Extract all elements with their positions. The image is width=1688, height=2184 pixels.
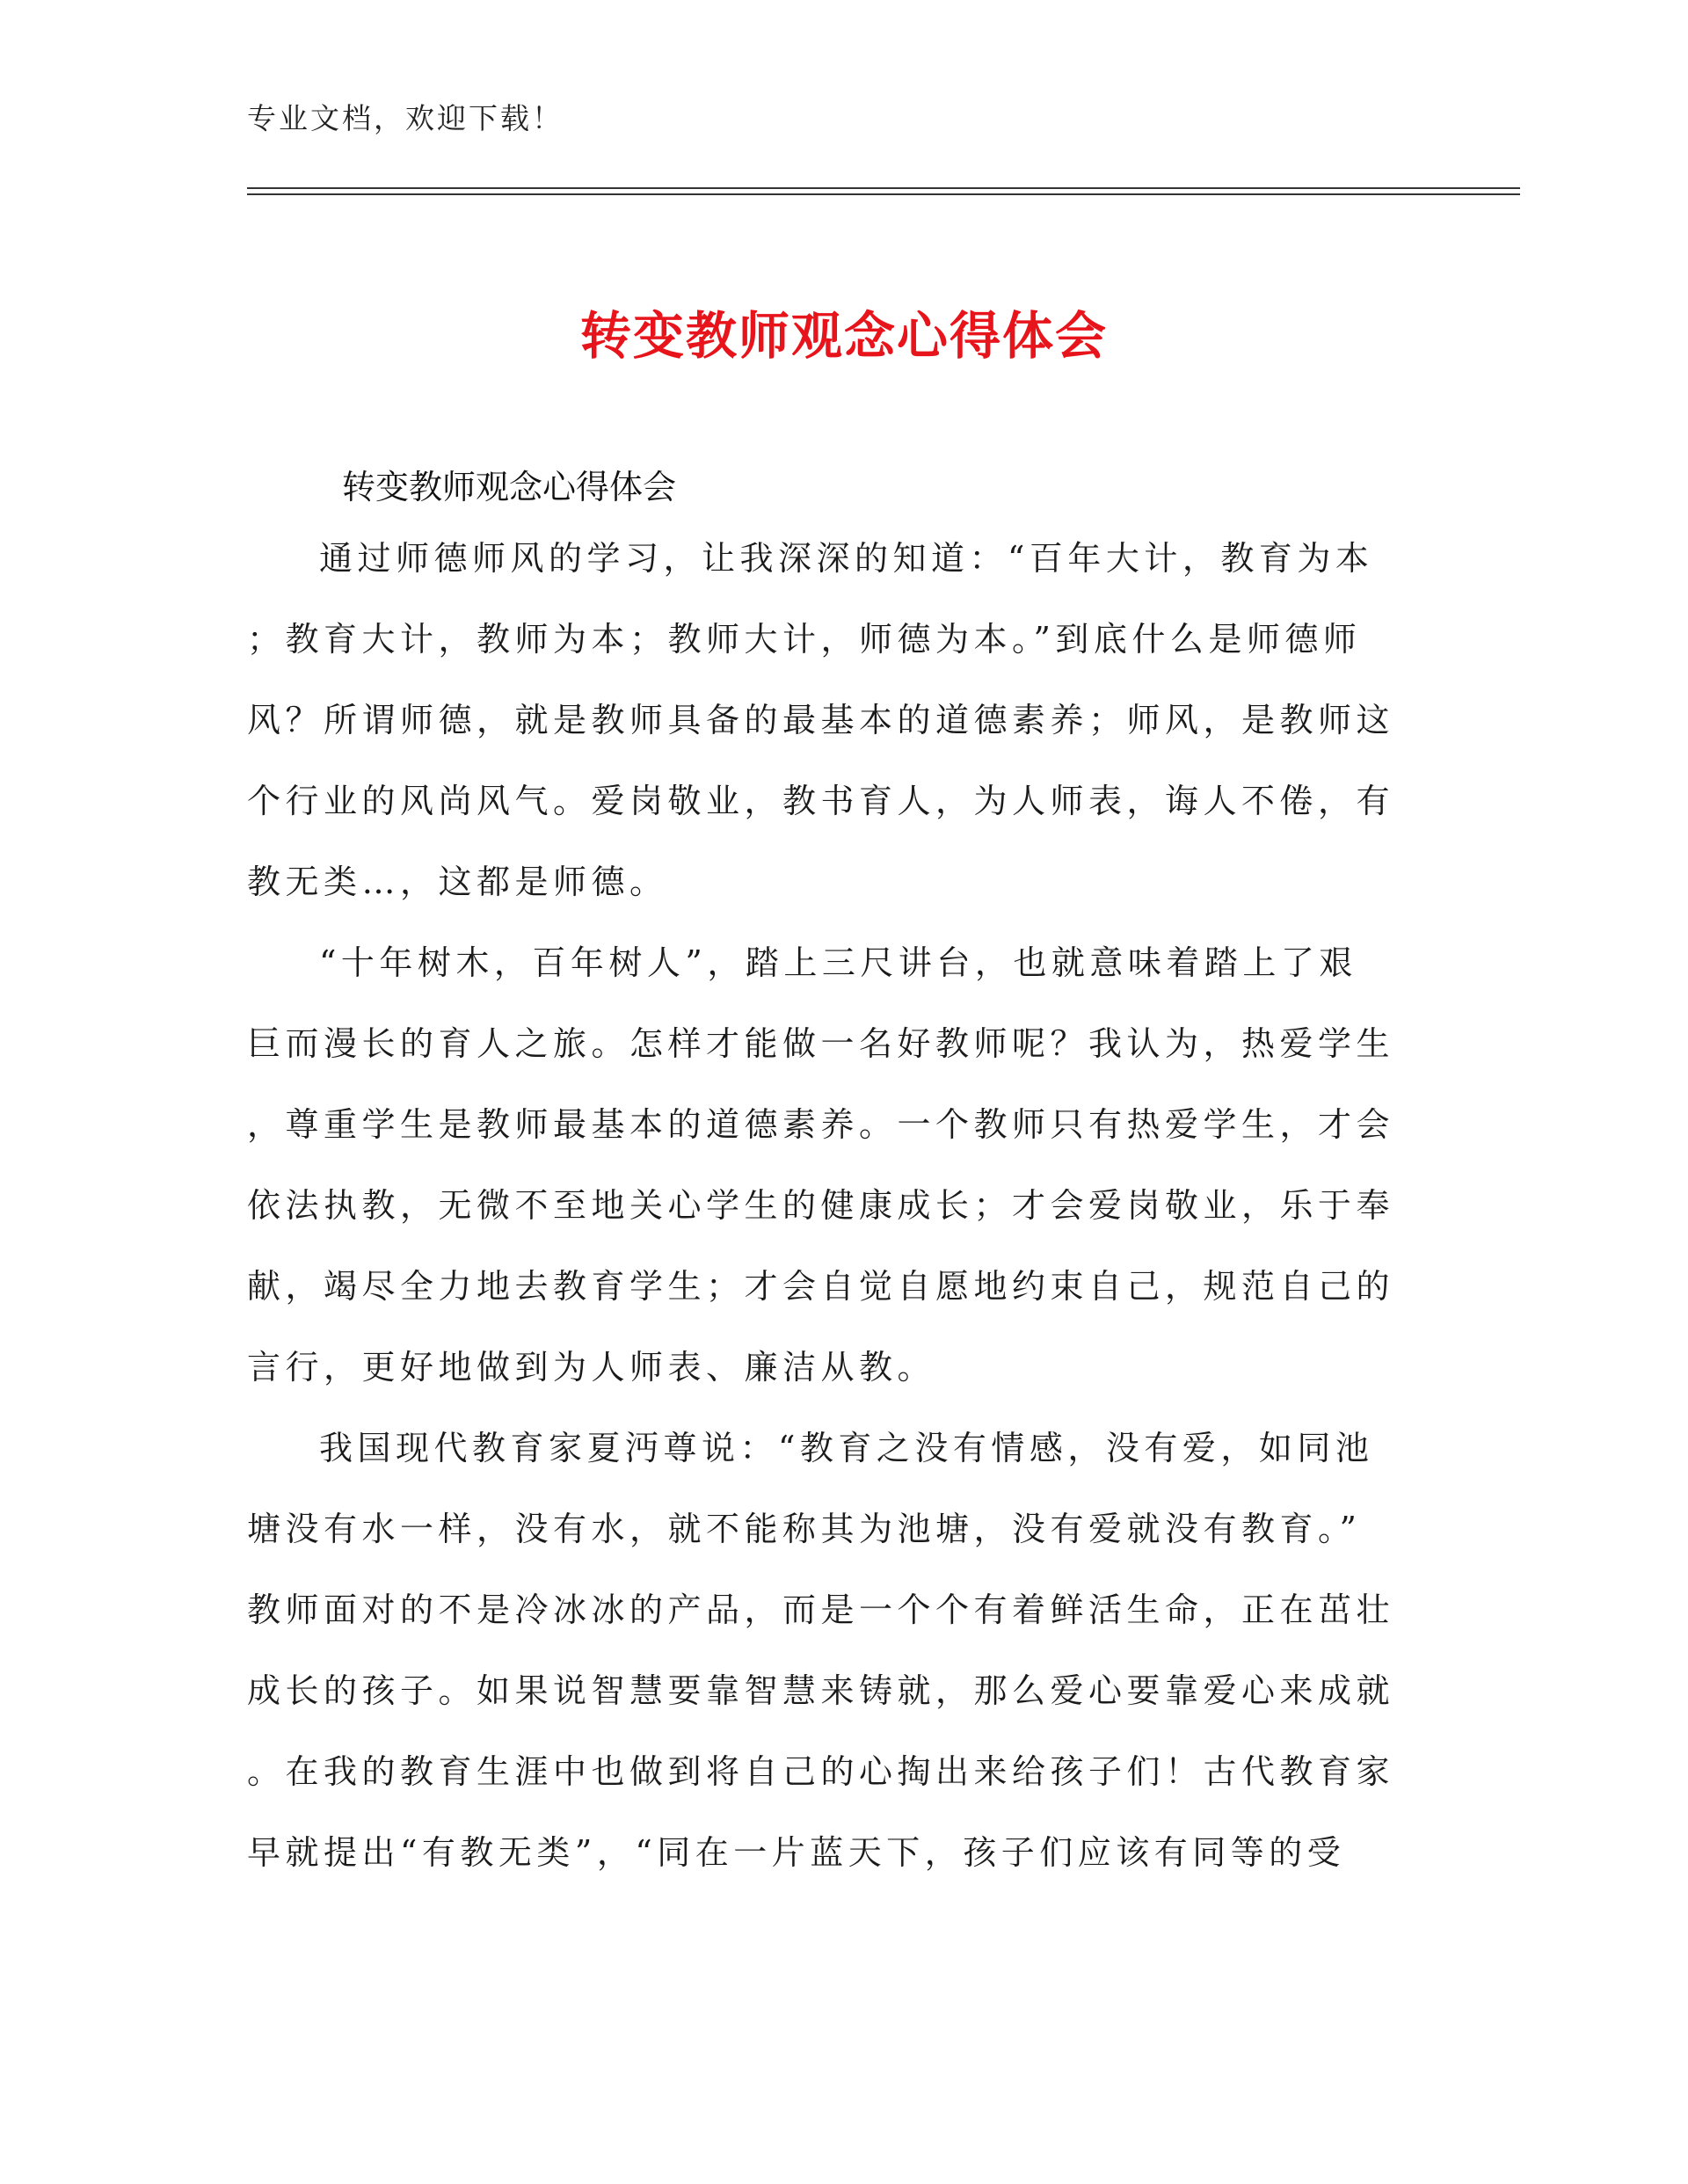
document-title: 转变教师观念心得体会 xyxy=(579,306,1108,366)
paragraph-line: 塘没有水一样，没有水，就不能称其为池塘，没有爱就没有教育。” xyxy=(247,1510,1362,1548)
page-header: 专业文档，欢迎下载！ xyxy=(247,101,564,135)
paragraph-line: 教无类…，这都是师德。 xyxy=(247,863,668,901)
paragraph-line: 成长的孩子。如果说智慧要靠智慧来铸就，那么爱心要靠爱心来成就 xyxy=(247,1671,1395,1710)
document-body xyxy=(247,538,1478,1913)
paragraph-line: 我国现代教育家夏沔尊说：“教育之没有情感，没有爱，如同池 xyxy=(319,1429,1374,1467)
paragraph-line: 。在我的教育生涯中也做到将自己的心掏出来给孩子们！古代教育家 xyxy=(247,1752,1395,1791)
paragraph-line: 个行业的风尚风气。爱岗敬业，教书育人，为人师表，诲人不倦，有 xyxy=(247,782,1395,820)
paragraph-line: 风？所谓师德，就是教师具备的最基本的道德素养；师风，是教师这 xyxy=(247,701,1395,739)
paragraph-line: 教师面对的不是冷冰冰的产品，而是一个个有着鲜活生命，正在茁壮 xyxy=(247,1591,1395,1629)
document-subtitle: 转变教师观念心得体会 xyxy=(342,468,677,506)
paragraph-line: 通过师德师风的学习，让我深深的知道：“百年大计，教育为本 xyxy=(319,539,1374,578)
paragraph-1 xyxy=(247,538,1478,902)
paragraph-line: “十年树木，百年树人”，踏上三尺讲台，也就意味着踏上了艰 xyxy=(319,943,1357,982)
header-rule-bottom xyxy=(247,193,1520,195)
paragraph-line: 言行，更好地做到为人师表、廉洁从教。 xyxy=(247,1348,936,1387)
paragraph-3 xyxy=(247,1428,1478,1873)
header-rule-top xyxy=(247,187,1520,189)
paragraph-line: 早就提出“有教无类”，“同在一片蓝天下，孩子们应该有同等的受 xyxy=(247,1833,1346,1872)
paragraph-line: 巨而漫长的育人之旅。怎样才能做一名好教师呢？我认为，热爱学生 xyxy=(247,1024,1395,1063)
paragraph-line: ；教育大计，教师为本；教师大计，师德为本。”到底什么是师德师 xyxy=(247,620,1362,659)
paragraph-line: 依法执教，无微不至地关心学生的健康成长；才会爱岗敬业，乐于奉 xyxy=(247,1186,1395,1225)
paragraph-line: ，尊重学生是教师最基本的道德素养。一个教师只有热爱学生，才会 xyxy=(247,1105,1395,1144)
paragraph-2 xyxy=(247,943,1478,1387)
paragraph-line: 献，竭尽全力地去教育学生；才会自觉自愿地约束自己，规范自己的 xyxy=(247,1267,1395,1306)
